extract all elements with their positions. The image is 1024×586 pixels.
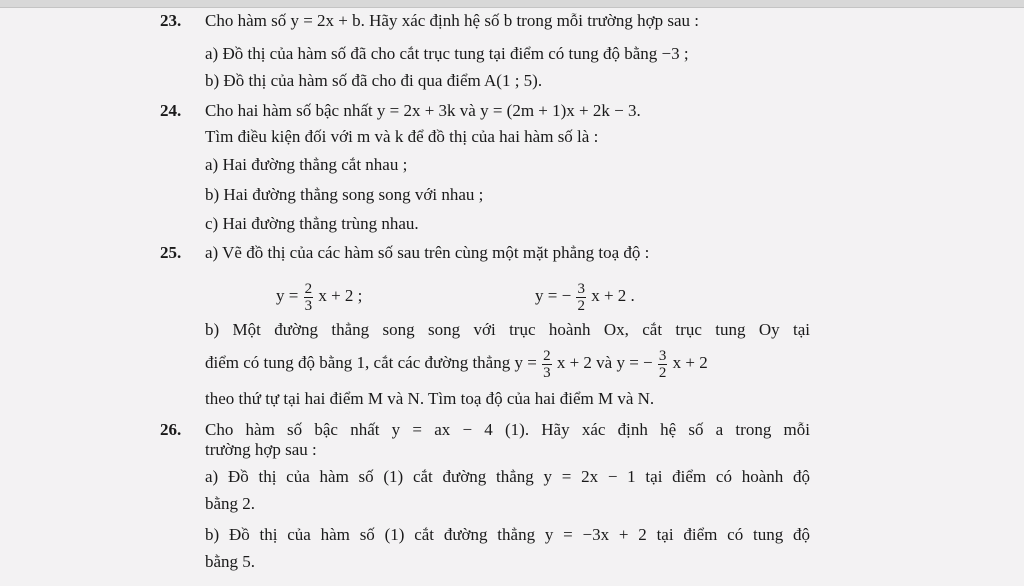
problem-24-part-c: c) Hai đường thẳng trùng nhau. (205, 214, 419, 233)
problem-24-statement: Cho hai hàm số bậc nhất y = 2x + 3k và y = (2m + 1)x + 2k − 3. (205, 101, 641, 120)
equation-1-lhs: y = (276, 286, 299, 305)
part-b-text-start: điểm có tung độ bằng 1, cắt các đường thẳng y = (205, 353, 537, 372)
fraction-denominator: 3 (543, 364, 551, 381)
fraction-numerator: 3 (658, 347, 667, 364)
equation-2-rhs: x + 2 . (591, 286, 635, 305)
problem-25-part-b-line-1: b) Một đường thẳng song song với trục hoành Ox, cắt trục tung Oy tại (205, 320, 810, 339)
problem-24-question: Tìm điều kiện đối với m và k để đồ thị của hai hàm số là : (205, 127, 599, 146)
problem-26-number: 26. (160, 420, 182, 439)
fraction-numerator: 2 (543, 347, 551, 364)
problem-25-part-b-line-2 (205, 343, 708, 383)
problem-24-part-b: b) Hai đường thẳng song song với nhau ; (205, 185, 484, 204)
equation-1-rhs: x + 2 ; (318, 286, 363, 305)
problem-26-part-a-line-1: a) Đồ thị của hàm số (1) cắt đường thẳng y = 2x − 1 tại điểm có hoành độ (205, 467, 810, 486)
problem-25-part-b-line-3: theo thứ tự tại hai điểm M và N. Tìm toạ độ của hai điểm M và N. (205, 389, 655, 408)
equation-2-fraction (576, 281, 586, 314)
part-b-text-end: x + 2 (672, 353, 708, 372)
problem-23-number: 23. (160, 11, 182, 30)
fraction-denominator: 2 (577, 297, 585, 314)
part-b-fraction-1 (542, 348, 552, 381)
problem-25-equation-2 (535, 278, 635, 314)
fraction-denominator: 2 (658, 364, 667, 381)
fraction-denominator: 3 (304, 297, 313, 314)
problem-25-equation-1 (276, 278, 362, 314)
problem-24-part-a: a) Hai đường thẳng cắt nhau ; (205, 155, 408, 174)
problem-24-number: 24. (160, 101, 182, 120)
problem-26-part-a-line-2: bằng 2. (205, 494, 256, 513)
equation-1-fraction (304, 281, 314, 314)
problem-26-part-b-line-1: b) Đồ thị của hàm số (1) cắt đường thẳng y = −3x + 2 tại điểm có tung độ (205, 525, 810, 544)
fraction-numerator: 3 (577, 280, 585, 297)
problem-23-part-a: a) Đồ thị của hàm số đã cho cắt trục tung tại điểm có tung độ bằng −3 ; (205, 44, 689, 63)
problem-26-part-b-line-2: bằng 5. (205, 552, 256, 571)
problem-25-part-a: a) Vẽ đồ thị của các hàm số sau trên cùng một mặt phẳng toạ độ : (205, 243, 650, 262)
fraction-numerator: 2 (304, 280, 313, 297)
equation-2-lhs: y = − (535, 286, 572, 305)
problem-26-statement-line-2: trường hợp sau : (205, 440, 317, 459)
part-b-fraction-2 (658, 348, 668, 381)
part-b-text-middle: x + 2 và y = − (556, 353, 653, 372)
problem-23-statement: Cho hàm số y = 2x + b. Hãy xác định hệ số b trong mỗi trường hợp sau : (205, 11, 699, 30)
problem-26-statement-line-1: Cho hàm số bậc nhất y = ax − 4 (1). Hãy xác định hệ số a trong mỗi (205, 420, 810, 439)
problem-23-part-b: b) Đồ thị của hàm số đã cho đi qua điểm A(1 ; 5). (205, 71, 543, 90)
problem-25-number: 25. (160, 243, 182, 262)
